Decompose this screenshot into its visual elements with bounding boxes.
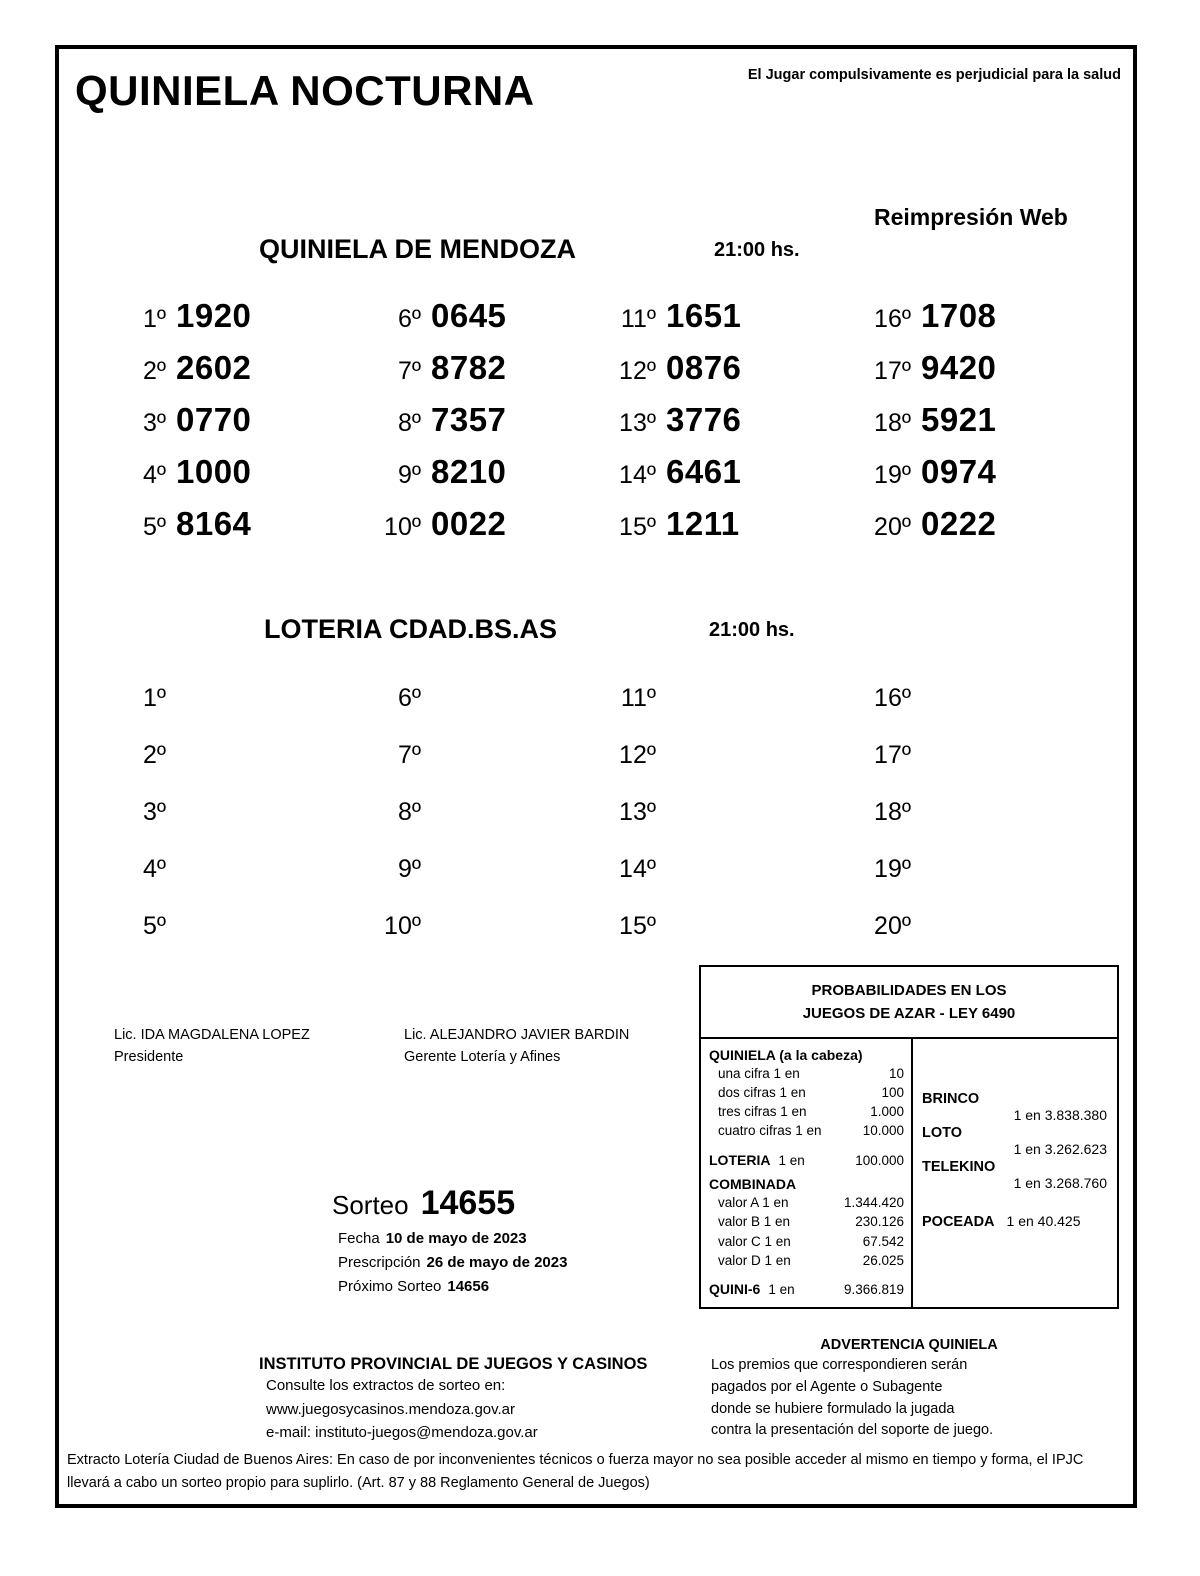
result-position: 17º	[874, 741, 911, 769]
odds-label: valor A 1 en	[718, 1195, 789, 1211]
prescripcion-value: 26 de mayo de 2023	[426, 1254, 568, 1271]
odds-value: 1.344.420	[843, 1195, 904, 1211]
draw-time: 21:00 hs.	[709, 619, 795, 641]
result-number: 0645	[431, 297, 507, 334]
proximo-sorteo-label: Próximo Sorteo	[338, 1278, 442, 1295]
probabilities-title	[701, 967, 1117, 1039]
combinada-odds-row	[709, 1251, 904, 1270]
result-cell	[114, 798, 166, 827]
result-position: 20º	[874, 912, 911, 940]
result-cell	[604, 505, 740, 543]
signature-1	[114, 1024, 310, 1069]
game-name: BRINCO	[922, 1091, 980, 1107]
result-number: 6461	[666, 453, 742, 490]
result-cell	[114, 505, 251, 543]
result-cell	[114, 453, 251, 491]
result-position: 9º	[397, 855, 421, 883]
fecha-value: 10 de mayo de 2023	[385, 1230, 527, 1247]
result-cell	[859, 349, 996, 387]
institute-lines	[259, 1374, 647, 1445]
proximo-sorteo-value: 14656	[447, 1278, 490, 1295]
result-number: 0974	[921, 453, 997, 490]
result-position: 16º	[874, 305, 911, 333]
signature-2	[404, 1024, 629, 1069]
result-cell	[604, 349, 741, 387]
sorteo-number: 14655	[420, 1184, 516, 1222]
probabilities-left-column	[701, 1039, 913, 1307]
institute-line: e-mail: instituto-juegos@mendoza.gov.ar	[266, 1424, 538, 1442]
loteria-value: 100.000	[855, 1152, 904, 1168]
gambling-warning-text: El Jugar compulsivamente es perjudicial para la salud	[747, 67, 1121, 83]
result-position: 5º	[142, 513, 166, 541]
result-cell	[859, 505, 996, 543]
result-position: 7º	[397, 741, 421, 769]
result-cell	[114, 912, 166, 941]
odds-value: 10.000	[862, 1123, 904, 1139]
result-number: 0770	[176, 401, 252, 438]
draw-name: LOTERIA CDAD.BS.AS	[264, 614, 558, 644]
result-position: 3º	[142, 798, 166, 826]
result-number: 0222	[921, 505, 997, 542]
result-position: 7º	[397, 357, 421, 385]
signatory-name: Lic. IDA MAGDALENA LOPEZ	[114, 1027, 310, 1043]
institute-title: INSTITUTO PROVINCIAL DE JUEGOS Y CASINOS	[259, 1355, 648, 1373]
reprint-label: Reimpresión Web	[874, 204, 1068, 230]
result-cell	[369, 505, 506, 543]
quini6-value: 9.366.819	[843, 1281, 904, 1297]
result-cell	[859, 684, 911, 713]
page-title: QUINIELA NOCTURNA	[75, 67, 535, 114]
fecha-label: Fecha	[338, 1230, 380, 1247]
advertencia-block	[699, 1337, 1119, 1442]
result-cell	[114, 401, 251, 439]
advertencia-line: Los premios que correspondieren serán	[711, 1357, 968, 1373]
result-number: 2602	[176, 349, 252, 386]
result-number: 0876	[666, 349, 742, 386]
probabilities-title-line2: JUEGOS DE AZAR - LEY 6490	[802, 1004, 1016, 1022]
game-odds: 1 en 3.262.623	[1013, 1141, 1107, 1157]
result-position: 12º	[619, 741, 656, 769]
game-odds: 1 en 3.268.760	[1013, 1175, 1107, 1191]
result-cell	[604, 798, 656, 827]
advertencia-title: ADVERTENCIA QUINIELA	[820, 1337, 998, 1353]
result-cell	[859, 798, 911, 827]
result-position: 13º	[619, 409, 656, 437]
combinada-odds-row	[709, 1232, 904, 1251]
result-number: 1708	[921, 297, 997, 334]
result-number: 8782	[431, 349, 507, 386]
result-number: 1000	[176, 453, 252, 490]
result-position: 10º	[384, 912, 421, 940]
loteria-mid: 1 en	[778, 1152, 805, 1168]
result-position: 8º	[397, 409, 421, 437]
result-cell	[114, 741, 166, 770]
result-number: 8210	[431, 453, 507, 490]
result-cell	[369, 684, 421, 713]
result-position: 5º	[142, 912, 166, 940]
result-position: 1º	[142, 305, 166, 333]
sorteo-label: Sorteo	[332, 1190, 409, 1220]
odds-value: 67.542	[862, 1233, 904, 1249]
result-number: 8164	[176, 505, 252, 542]
result-cell	[604, 297, 741, 335]
result-cell	[369, 855, 421, 884]
result-cell	[369, 297, 506, 335]
result-position: 19º	[874, 855, 911, 883]
result-position: 10º	[384, 513, 421, 541]
result-cell	[859, 741, 911, 770]
result-cell	[604, 684, 656, 713]
result-position: 4º	[142, 461, 166, 489]
draw-time: 21:00 hs.	[714, 239, 800, 261]
result-cell	[114, 297, 251, 335]
game-name: TELEKINO	[922, 1159, 996, 1175]
institute-line: www.juegosycasinos.mendoza.gov.ar	[266, 1400, 516, 1418]
quiniela-odds-row	[709, 1102, 904, 1121]
result-cell	[369, 349, 506, 387]
result-position: 11º	[620, 305, 656, 333]
sorteo-number-line	[332, 1184, 567, 1223]
loteria-label: LOTERIA	[709, 1151, 771, 1168]
combinada-odds-rows	[709, 1193, 904, 1270]
odds-value: 230.126	[855, 1214, 904, 1230]
odds-label: tres cifras 1 en	[718, 1104, 807, 1120]
result-position: 15º	[619, 513, 656, 541]
game-name: POCEADA	[922, 1214, 995, 1230]
prescripcion-label: Prescripción	[338, 1254, 421, 1271]
result-position: 1º	[142, 684, 166, 712]
result-number: 1211	[666, 505, 740, 542]
quini6-odds-row	[709, 1279, 904, 1300]
game-odds: 1 en 3.838.380	[1013, 1107, 1107, 1123]
advertencia-line: contra la presentación del soporte de juego.	[711, 1422, 994, 1439]
result-position: 9º	[397, 461, 421, 489]
odds-value: 26.025	[862, 1252, 904, 1268]
prescripcion-line	[338, 1254, 567, 1271]
game-odds-row	[922, 1159, 1109, 1191]
probabilities-box	[699, 965, 1119, 1309]
odds-label: una cifra 1 en	[718, 1066, 800, 1081]
loteria-odds-row	[709, 1150, 904, 1171]
combinada-odds-row	[709, 1212, 904, 1231]
odds-label: cuatro cifras 1 en	[718, 1123, 822, 1139]
odds-label: valor C 1 en	[718, 1233, 791, 1249]
quiniela-odds-row	[709, 1083, 904, 1102]
result-cell	[114, 349, 251, 387]
odds-value: 100	[881, 1085, 904, 1101]
result-position: 19º	[874, 461, 911, 489]
quini6-mid: 1 en	[768, 1281, 795, 1297]
result-position: 17º	[874, 357, 911, 385]
result-number: 1651	[666, 297, 742, 334]
result-cell	[114, 855, 166, 884]
result-number: 9420	[921, 349, 997, 386]
result-position: 4º	[142, 855, 166, 883]
game-odds-row	[922, 1091, 1109, 1123]
fecha-line	[338, 1230, 567, 1247]
result-number: 1920	[176, 297, 252, 334]
result-position: 8º	[397, 798, 421, 826]
result-position: 11º	[620, 684, 656, 712]
odds-value: 1.000	[870, 1104, 904, 1120]
result-number: 3776	[666, 401, 742, 438]
result-position: 15º	[619, 912, 656, 940]
quiniela-odds-rows	[709, 1064, 904, 1141]
game-odds-row	[922, 1125, 1109, 1157]
odds-label: valor B 1 en	[718, 1214, 791, 1230]
result-cell	[604, 453, 741, 491]
combinada-group-head: COMBINADA	[709, 1176, 797, 1193]
result-position: 18º	[874, 409, 911, 437]
odds-label: dos cifras 1 en	[718, 1085, 806, 1101]
result-position: 14º	[619, 461, 656, 489]
draw-header-2	[59, 614, 1133, 660]
result-position: 12º	[619, 357, 656, 385]
odds-value: 10	[888, 1066, 904, 1081]
result-cell	[369, 741, 421, 770]
signatory-name: Lic. ALEJANDRO JAVIER BARDIN	[404, 1027, 630, 1043]
footer-disclaimer: Extracto Lotería Ciudad de Buenos Aires: En caso de por inconvenientes técnicos o fuerza mayor no sea posible acceder al mismo en tiempo y forma, el IPJC llevará a cabo un sorteo propio para suplirlo. (Art. 87 y 88 Reglamento General de Juegos)	[67, 1452, 1084, 1492]
result-position: 3º	[142, 409, 166, 437]
quini6-label: QUINI-6	[709, 1280, 761, 1297]
result-position: 18º	[874, 798, 911, 826]
quiniela-odds-row	[709, 1064, 904, 1083]
result-cell	[369, 798, 421, 827]
odds-label: valor D 1 en	[718, 1252, 791, 1268]
result-cell	[369, 401, 506, 439]
result-cell	[604, 855, 656, 884]
result-cell	[604, 741, 656, 770]
result-position: 6º	[397, 305, 421, 333]
result-position: 20º	[874, 513, 911, 541]
quiniela-odds-row	[709, 1121, 904, 1140]
probabilities-title-line1: PROBABILIDADES EN LOS	[811, 982, 1007, 999]
result-cell	[604, 401, 741, 439]
advertencia-line: donde se hubiere formulado la jugada	[711, 1400, 955, 1417]
other-games-odds	[922, 1091, 1109, 1230]
ticket-frame	[55, 45, 1137, 1508]
result-cell	[859, 855, 911, 884]
result-number: 0022	[431, 505, 507, 542]
advertencia-lines	[699, 1355, 1119, 1442]
draw-name: QUINIELA DE MENDOZA	[259, 234, 576, 264]
advertencia-line: pagados por el Agente o Subagente	[711, 1378, 943, 1395]
game-odds-row	[922, 1213, 1109, 1230]
probabilities-right-column	[913, 1039, 1117, 1307]
signatory-role: Gerente Lotería y Afines	[404, 1049, 561, 1066]
result-position: 13º	[619, 798, 656, 826]
result-number: 5921	[921, 401, 997, 438]
game-odds: 1 en 40.425	[1006, 1213, 1081, 1229]
result-cell	[859, 912, 911, 941]
result-cell	[369, 912, 421, 941]
institute-block	[259, 1355, 647, 1445]
result-position: 6º	[397, 684, 421, 712]
result-position: 2º	[142, 741, 166, 769]
signatory-role: Presidente	[114, 1049, 184, 1066]
draw-header-1	[59, 234, 1133, 280]
institute-line: Consulte los extractos de sorteo en:	[266, 1377, 506, 1394]
result-number: 7357	[431, 401, 507, 438]
proximo-sorteo-line	[338, 1278, 567, 1295]
result-position: 14º	[619, 855, 656, 883]
quiniela-group-head: QUINIELA (a la cabeza)	[709, 1047, 863, 1063]
result-cell	[369, 453, 506, 491]
result-cell	[859, 401, 996, 439]
result-cell	[859, 297, 996, 335]
combinada-odds-row	[709, 1193, 904, 1212]
game-name: LOTO	[922, 1125, 963, 1141]
result-cell	[859, 453, 996, 491]
result-cell	[114, 684, 166, 713]
result-position: 2º	[142, 357, 166, 385]
result-position: 16º	[874, 684, 911, 712]
sorteo-info-block	[332, 1184, 567, 1295]
result-cell	[604, 912, 656, 941]
